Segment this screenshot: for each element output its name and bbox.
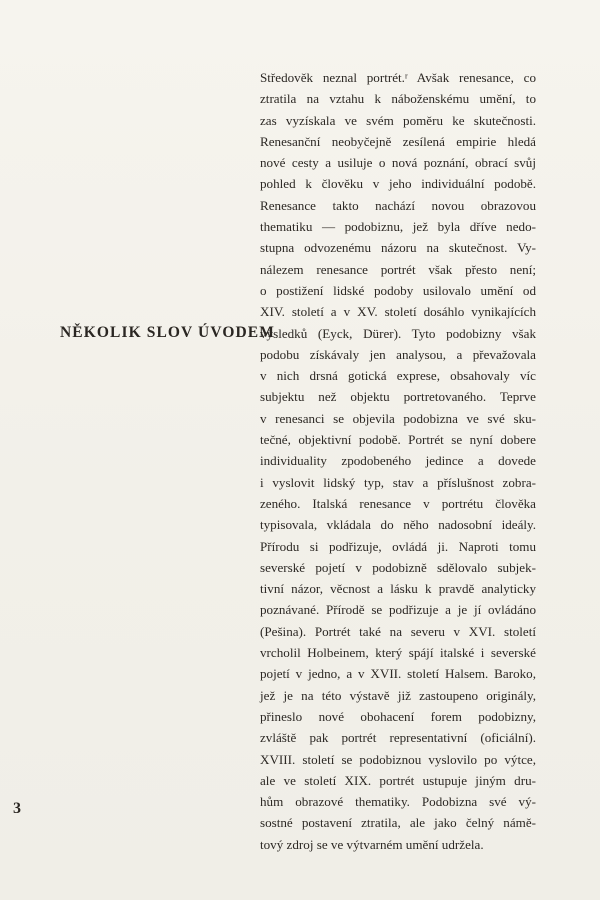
text-line: v renesanci se objevila podobizna ve své sku-	[260, 410, 536, 426]
text-line: (Pešina). Portrét také na severu v XVI. století	[260, 623, 536, 639]
text-line: typisovala, vkládala do něho nadosobní ideály.	[260, 517, 536, 533]
section-heading: NĚKOLIK SLOV ÚVODEM	[60, 324, 275, 341]
text-line: pohled k člověku v jeho individuální podobě.	[260, 176, 536, 192]
text-line: zas vyzískala ve svém poměru ke skutečnosti.	[260, 112, 536, 128]
text-line: Přírodu si podřizuje, ovládá ji. Naproti tomu	[260, 538, 536, 554]
text-line: i vyslovit lidský typ, stav a příslušnost zobra-	[260, 474, 536, 490]
text-line: přineslo nové obohacení forem podobizny,	[260, 708, 536, 724]
text-line: hům obrazové thematiky. Podobizna své vý-	[260, 794, 536, 810]
text-line: individuality zpodobeného jedince a dovede	[260, 453, 536, 469]
text-line: XIV. století a v XV. století dosáhlo vynikajících	[260, 304, 536, 320]
text-line: thematiku — podobiznu, jež byla dříve nedo-	[260, 219, 536, 235]
text-line: sostné postavení ztratila, ale jako čelný námě-	[260, 815, 536, 831]
text-line: subjektu než objektu portretovaného. Teprve	[260, 389, 536, 405]
text-line: o postižení lidské podoby usilovalo umění od	[260, 282, 536, 298]
text-line: Renesanční neobyčejně zesílená empirie hledá	[260, 133, 536, 149]
text-line: Renesance takto nachází novou obrazovou	[260, 197, 536, 213]
text-line: jež je na této výstavě již zastoupeno originály,	[260, 687, 536, 703]
text-line: Středověk neznal portrét.ʳ Avšak renesance, co	[260, 70, 536, 85]
text-line: tivní názor, věcnost a lásku k pravdě analyticky	[260, 581, 536, 597]
text-line: vrcholil Holbeinem, který spájí italské i severské	[260, 645, 536, 661]
text-line: pojetí v jedno, a v XVII. století Halsem. Baroko,	[260, 666, 536, 682]
text-line: zvláště pak portrét representativní (oficiální).	[260, 730, 536, 746]
text-line: v nich drsná gotická exprese, obsahovaly víc	[260, 368, 536, 384]
text-line: ztratila na vztahu k náboženskému umění, to	[260, 91, 536, 107]
text-line: XVIII. století se podobiznou vyslovilo po výtce,	[260, 751, 536, 767]
text-line: severské pojetí v podobizně sdělovalo subjek-	[260, 559, 536, 575]
body-paragraph	[260, 67, 536, 855]
text-line: nové cesty a usiluje o nová poznání, obrací svůj	[260, 155, 536, 171]
page-number: 3	[13, 800, 21, 817]
text-line: výsledků (Eyck, Dürer). Tyto podobizny však	[260, 325, 536, 341]
text-line: poznávané. Přírodě se podřizuje a je jí ovládáno	[260, 602, 536, 618]
text-line: nálezem renesance portrét však přesto není;	[260, 261, 536, 277]
text-line: tový zdroj se ve výtvarném umění udržela.	[260, 836, 484, 852]
text-line: stupna odvozenému názoru na skutečnost. Vy-	[260, 240, 536, 256]
text-line: podobu získávaly jen analysou, a převažovala	[260, 346, 536, 362]
text-line: zeného. Italská renesance v portrétu člověka	[260, 495, 536, 511]
text-line: ale ve století XIX. portrét ustupuje jiným dru-	[260, 772, 536, 788]
text-line: tečné, objektivní podobě. Portrét se nyní dobere	[260, 432, 536, 448]
